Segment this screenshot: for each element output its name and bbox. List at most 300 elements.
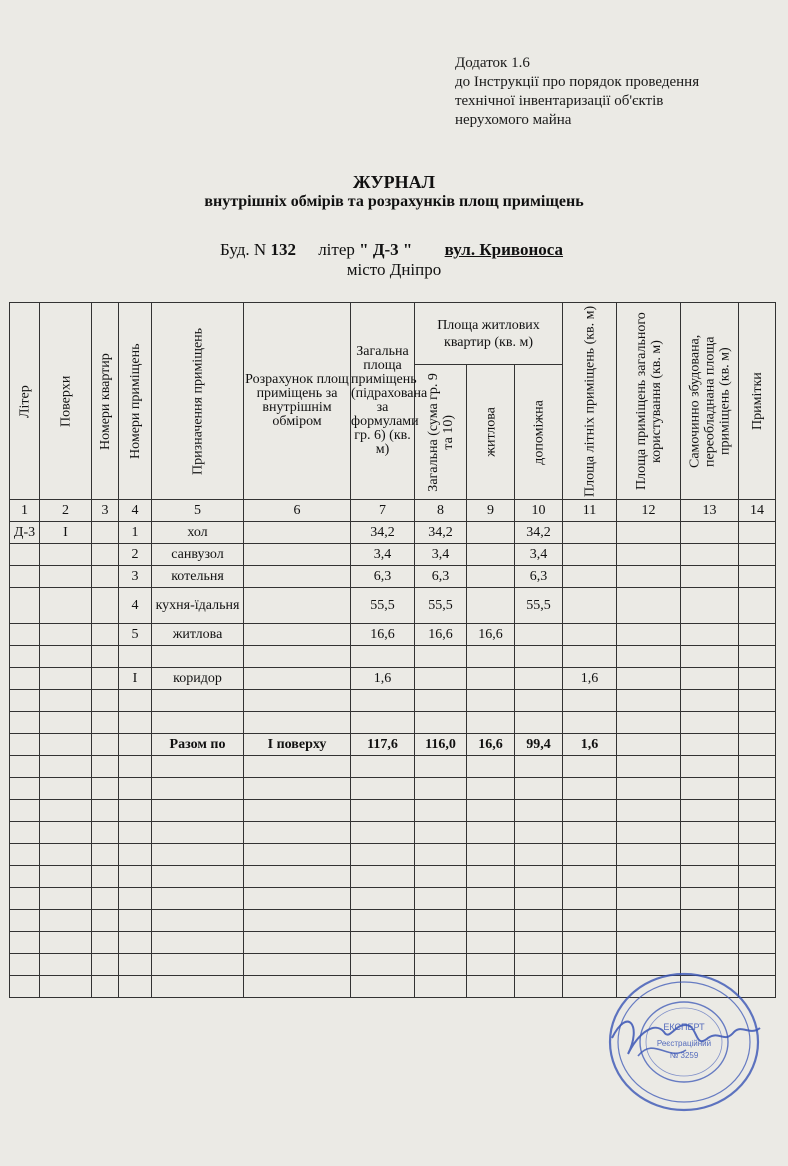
empty-row — [10, 866, 776, 888]
table-cell — [467, 844, 515, 866]
col-number: 6 — [244, 500, 351, 522]
table-cell-total: 34,2 — [351, 522, 415, 544]
data-rows — [10, 522, 776, 734]
table-cell — [119, 932, 152, 954]
liter-label: літер — [318, 240, 355, 259]
table-cell — [351, 844, 415, 866]
totals-living: 16,6 — [467, 734, 515, 756]
table-cell-liter — [10, 668, 40, 690]
document-title: ЖУРНАЛ — [352, 172, 436, 192]
table-row — [10, 624, 776, 646]
table-cell — [351, 800, 415, 822]
table-cell — [681, 888, 739, 910]
table-cell-floor — [40, 646, 92, 668]
table-cell — [415, 888, 467, 910]
table-cell — [152, 932, 244, 954]
table-cell-total: 3,4 — [351, 544, 415, 566]
stamp-text-top: ЕКСПЕРТ — [663, 1022, 705, 1032]
title-block — [0, 172, 788, 212]
table-cell-calc — [244, 566, 351, 588]
table-cell — [92, 822, 119, 844]
totals-label: Разом по — [152, 734, 244, 756]
table-cell — [515, 976, 563, 998]
table-cell — [563, 866, 617, 888]
table-cell — [92, 844, 119, 866]
empty-row — [10, 932, 776, 954]
table-cell-calc — [244, 690, 351, 712]
col-number: 11 — [563, 500, 617, 522]
column-number-row — [10, 500, 776, 522]
city-name: місто Дніпро — [346, 260, 442, 279]
totals-aux: 99,4 — [515, 734, 563, 756]
expert-stamp — [598, 966, 774, 1118]
col-number: 10 — [515, 500, 563, 522]
table-cell-apt — [92, 668, 119, 690]
col-number: 1 — [10, 500, 40, 522]
table-cell-aux — [515, 668, 563, 690]
table-cell-purpose — [152, 646, 244, 668]
table-cell-aux: 34,2 — [515, 522, 563, 544]
table-cell — [40, 822, 92, 844]
table-cell — [415, 844, 467, 866]
table-cell-unauth — [681, 624, 739, 646]
table-cell — [152, 976, 244, 998]
table-cell-apt — [92, 712, 119, 734]
table-cell — [467, 976, 515, 998]
table-cell — [119, 888, 152, 910]
table-cell — [10, 734, 40, 756]
table-cell — [415, 910, 467, 932]
col-number: 4 — [119, 500, 152, 522]
col-number: 7 — [351, 500, 415, 522]
table-cell — [681, 756, 739, 778]
table-cell — [563, 756, 617, 778]
table-cell — [119, 822, 152, 844]
table-cell — [563, 844, 617, 866]
table-cell — [617, 910, 681, 932]
table-cell-liter — [10, 690, 40, 712]
hdr-floors: Поверхи — [40, 303, 92, 500]
table-cell — [515, 910, 563, 932]
table-cell-notes — [739, 712, 776, 734]
table-cell-notes — [739, 522, 776, 544]
table-cell-apt-total: 6,3 — [415, 566, 467, 588]
table-cell — [351, 888, 415, 910]
table-cell-summer — [563, 522, 617, 544]
table-cell — [92, 888, 119, 910]
table-cell — [415, 778, 467, 800]
street-name: вул. Кривоноса — [444, 240, 564, 259]
table-cell-common — [617, 588, 681, 624]
table-cell — [351, 822, 415, 844]
table-cell — [467, 932, 515, 954]
table-cell — [92, 932, 119, 954]
table-cell — [119, 910, 152, 932]
table-cell-common — [617, 690, 681, 712]
hdr-purpose: Призначення приміщень — [152, 303, 244, 500]
table-cell-total: 55,5 — [351, 588, 415, 624]
table-cell — [119, 844, 152, 866]
table-cell — [92, 800, 119, 822]
table-cell — [467, 888, 515, 910]
table-cell-living — [467, 566, 515, 588]
stamp-text-reg: Реєстраційний — [656, 1039, 712, 1048]
table-cell-floor — [40, 544, 92, 566]
table-cell-apt-total: 16,6 — [415, 624, 467, 646]
table-cell — [10, 778, 40, 800]
table-cell-notes — [739, 668, 776, 690]
table-cell-living — [467, 690, 515, 712]
table-cell-liter — [10, 544, 40, 566]
table-cell — [244, 778, 351, 800]
table-cell-floor — [40, 566, 92, 588]
table-cell — [244, 844, 351, 866]
table-cell — [681, 866, 739, 888]
table-cell-liter: Д-3 — [10, 522, 40, 544]
table-cell — [152, 822, 244, 844]
building-line — [220, 240, 563, 260]
table-cell-aux: 3,4 — [515, 544, 563, 566]
table-cell — [119, 778, 152, 800]
table-cell — [40, 866, 92, 888]
annex-note — [455, 54, 699, 130]
table-cell — [40, 800, 92, 822]
table-cell-summer — [563, 690, 617, 712]
table-cell — [415, 822, 467, 844]
table-cell-room: 3 — [119, 566, 152, 588]
table-cell — [351, 976, 415, 998]
table-cell — [467, 778, 515, 800]
table-cell-summer — [563, 544, 617, 566]
table-cell — [40, 932, 92, 954]
table-cell — [92, 954, 119, 976]
table-cell — [617, 888, 681, 910]
table-cell — [681, 932, 739, 954]
empty-row — [10, 888, 776, 910]
annex-line-2: до Інструкції про порядок проведення — [455, 74, 700, 90]
table-cell-aux: 55,5 — [515, 588, 563, 624]
table-cell — [152, 954, 244, 976]
table-cell — [152, 910, 244, 932]
table-cell-calc — [244, 668, 351, 690]
table-cell — [515, 822, 563, 844]
table-cell-unauth — [681, 668, 739, 690]
table-cell-common — [617, 544, 681, 566]
table-cell-calc — [244, 522, 351, 544]
col-number: 12 — [617, 500, 681, 522]
table-cell-floor — [40, 712, 92, 734]
table-cell-purpose: житлова — [152, 624, 244, 646]
table-cell — [244, 910, 351, 932]
totals-summer: 1,6 — [563, 734, 617, 756]
table-cell — [415, 800, 467, 822]
col-number: 5 — [152, 500, 244, 522]
table-cell — [515, 932, 563, 954]
table-cell — [119, 954, 152, 976]
table-cell — [515, 756, 563, 778]
table-cell-common — [617, 668, 681, 690]
hdr-unauthorized-area: Самочинно збудована, переобладнана площа приміщень (кв. м) — [681, 303, 739, 500]
table-cell — [515, 866, 563, 888]
table-row — [10, 588, 776, 624]
bud-number: 132 — [270, 240, 296, 259]
col-number: 13 — [681, 500, 739, 522]
table-cell-purpose: коридор — [152, 668, 244, 690]
table-cell — [617, 778, 681, 800]
table-cell — [515, 800, 563, 822]
table-cell-notes — [739, 624, 776, 646]
table-cell — [739, 888, 776, 910]
table-cell — [563, 778, 617, 800]
table-cell — [119, 734, 152, 756]
table-cell — [244, 932, 351, 954]
table-cell — [244, 800, 351, 822]
table-cell-calc — [244, 712, 351, 734]
table-cell-summer — [563, 588, 617, 624]
table-cell — [119, 800, 152, 822]
table-cell — [119, 756, 152, 778]
table-cell — [119, 976, 152, 998]
table-cell — [40, 756, 92, 778]
table-cell — [119, 866, 152, 888]
table-cell-summer: 1,6 — [563, 668, 617, 690]
empty-row — [10, 844, 776, 866]
table-cell — [10, 756, 40, 778]
table-cell — [244, 976, 351, 998]
annex-line-4: нерухомого майна — [455, 112, 572, 128]
table-cell — [563, 888, 617, 910]
hdr-auxiliary: допоміжна — [515, 365, 563, 500]
table-cell-living — [467, 588, 515, 624]
table-cell-apt — [92, 690, 119, 712]
table-cell-room — [119, 646, 152, 668]
annex-line-3: технічної інвентаризації об'єктів — [455, 93, 664, 109]
table-cell-apt-total: 3,4 — [415, 544, 467, 566]
table-cell-apt — [92, 566, 119, 588]
table-cell — [467, 756, 515, 778]
table-cell-apt-total — [415, 646, 467, 668]
table-cell-liter — [10, 646, 40, 668]
table-cell-floor — [40, 668, 92, 690]
table-cell — [244, 822, 351, 844]
table-cell-common — [617, 646, 681, 668]
table-cell-apt — [92, 624, 119, 646]
hdr-summer-area: Площа літніх приміщень (кв. м) — [563, 303, 617, 500]
table-cell — [92, 734, 119, 756]
col-number: 3 — [92, 500, 119, 522]
table-cell-notes — [739, 588, 776, 624]
table-cell — [152, 888, 244, 910]
table-cell-apt-total — [415, 712, 467, 734]
table-cell-total: 1,6 — [351, 668, 415, 690]
table-cell — [681, 844, 739, 866]
table-cell — [617, 756, 681, 778]
table-cell — [244, 756, 351, 778]
table-cell-aux: 6,3 — [515, 566, 563, 588]
table-cell — [617, 734, 681, 756]
table-cell — [563, 822, 617, 844]
table-cell-living: 16,6 — [467, 624, 515, 646]
document-subtitle: внутрішніх обмірів та розрахунків площ приміщень — [204, 193, 584, 210]
table-cell-room: 4 — [119, 588, 152, 624]
header-row-1 — [10, 303, 776, 365]
table-cell-calc — [244, 646, 351, 668]
table-cell-purpose — [152, 690, 244, 712]
table-cell — [40, 888, 92, 910]
table-row — [10, 668, 776, 690]
hdr-common-area: Площа приміщень загального користування (кв. м) — [617, 303, 681, 500]
hdr-liter: Літер — [10, 303, 40, 500]
table-cell — [467, 866, 515, 888]
table-cell — [739, 910, 776, 932]
table-cell-apt — [92, 544, 119, 566]
table-cell-apt — [92, 588, 119, 624]
table-cell-room: 1 — [119, 522, 152, 544]
table-cell — [515, 888, 563, 910]
table-cell-unauth — [681, 712, 739, 734]
table-cell — [10, 976, 40, 998]
table-cell-summer — [563, 646, 617, 668]
col-number: 14 — [739, 500, 776, 522]
table-cell-aux — [515, 690, 563, 712]
table-cell — [152, 866, 244, 888]
table-cell — [244, 954, 351, 976]
totals-row — [10, 734, 776, 756]
table-cell — [681, 910, 739, 932]
table-cell-liter — [10, 566, 40, 588]
table-cell-total: 16,6 — [351, 624, 415, 646]
table-row — [10, 646, 776, 668]
table-row — [10, 566, 776, 588]
table-cell-living — [467, 712, 515, 734]
table-cell-aux — [515, 712, 563, 734]
table-cell-apt-total — [415, 668, 467, 690]
annex-line-1: Додаток 1.6 — [455, 55, 530, 71]
table-cell-common — [617, 522, 681, 544]
table-cell — [617, 800, 681, 822]
empty-rows — [10, 756, 776, 998]
table-cell-room: I — [119, 668, 152, 690]
table-cell — [415, 756, 467, 778]
table-cell — [351, 932, 415, 954]
table-cell-calc — [244, 624, 351, 646]
table-cell — [739, 844, 776, 866]
table-cell — [681, 800, 739, 822]
table-cell — [152, 778, 244, 800]
stamp-text-num: № 3259 — [669, 1051, 699, 1060]
table-cell-purpose: хол — [152, 522, 244, 544]
table-cell — [152, 844, 244, 866]
table-cell — [152, 800, 244, 822]
hdr-notes: Примітки — [739, 303, 776, 500]
hdr-rooms: Номери приміщень — [119, 303, 152, 500]
hdr-apartment-area-group: Площа житлових квартир (кв. м) — [415, 303, 563, 365]
table-cell — [739, 756, 776, 778]
table-cell — [40, 844, 92, 866]
table-cell — [515, 954, 563, 976]
table-cell — [351, 954, 415, 976]
table-cell-room — [119, 712, 152, 734]
table-cell-summer — [563, 712, 617, 734]
table-row — [10, 522, 776, 544]
journal-table — [9, 302, 776, 998]
table-cell — [351, 756, 415, 778]
empty-row — [10, 756, 776, 778]
table-cell — [617, 844, 681, 866]
table-cell-floor: I — [40, 522, 92, 544]
table-cell — [92, 756, 119, 778]
totals-total: 117,6 — [351, 734, 415, 756]
table-cell-living — [467, 646, 515, 668]
table-cell — [10, 888, 40, 910]
table-cell — [415, 954, 467, 976]
table-cell-room — [119, 690, 152, 712]
table-cell — [515, 778, 563, 800]
table-cell-unauth — [681, 690, 739, 712]
table-cell-purpose: кухня-їдальня — [152, 588, 244, 624]
table-cell — [617, 932, 681, 954]
table-cell — [739, 800, 776, 822]
table-cell-total: 6,3 — [351, 566, 415, 588]
table-cell — [244, 888, 351, 910]
hdr-calculation: Розрахунок площ приміщень за внутрішнім обміром — [244, 303, 351, 500]
table-cell — [351, 866, 415, 888]
table-cell-unauth — [681, 544, 739, 566]
table-cell-purpose — [152, 712, 244, 734]
table-cell-notes — [739, 690, 776, 712]
table-cell — [10, 932, 40, 954]
table-cell — [617, 822, 681, 844]
table-cell-unauth — [681, 588, 739, 624]
empty-row — [10, 800, 776, 822]
table-cell-apt — [92, 646, 119, 668]
table-cell — [739, 778, 776, 800]
table-cell-aux — [515, 646, 563, 668]
hdr-living: житлова — [467, 365, 515, 500]
table-cell-floor — [40, 624, 92, 646]
table-cell — [351, 910, 415, 932]
table-cell-notes — [739, 566, 776, 588]
table-cell-living — [467, 668, 515, 690]
table-cell — [739, 734, 776, 756]
table-cell-apt — [92, 522, 119, 544]
table-cell-aux — [515, 624, 563, 646]
table-cell — [739, 866, 776, 888]
table-cell-living — [467, 522, 515, 544]
table-cell — [92, 910, 119, 932]
empty-row — [10, 910, 776, 932]
table-cell-total — [351, 646, 415, 668]
table-cell — [351, 778, 415, 800]
table-cell-common — [617, 712, 681, 734]
table-cell-room: 5 — [119, 624, 152, 646]
table-cell — [617, 866, 681, 888]
table-cell-unauth — [681, 646, 739, 668]
table-cell — [10, 866, 40, 888]
bud-label: Буд. N — [220, 240, 267, 259]
col-number: 9 — [467, 500, 515, 522]
table-cell — [681, 822, 739, 844]
table-cell — [467, 910, 515, 932]
table-cell-common — [617, 566, 681, 588]
table-cell-notes — [739, 646, 776, 668]
empty-row — [10, 822, 776, 844]
totals-apt-total: 116,0 — [415, 734, 467, 756]
table-cell — [739, 932, 776, 954]
table-cell-purpose: котельня — [152, 566, 244, 588]
table-row — [10, 712, 776, 734]
table-cell — [40, 976, 92, 998]
